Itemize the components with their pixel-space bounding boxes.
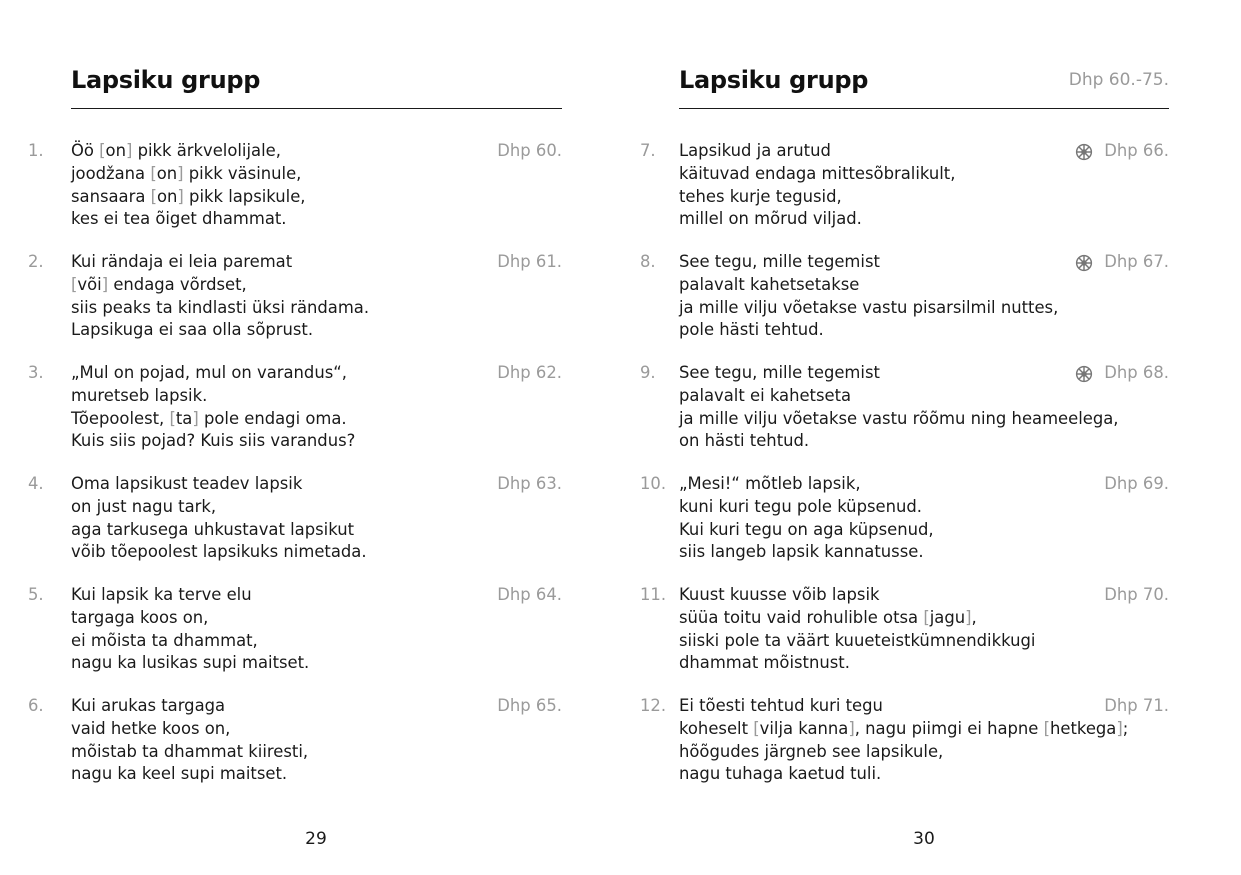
text-segment: hõõgudes järgneb see lapsikule,	[679, 741, 944, 761]
verse-line	[71, 208, 306, 231]
text-segment: See tegu, mille tegemist	[679, 363, 880, 382]
verse-number: 12.	[640, 696, 667, 715]
text-segment: muretseb lapsik.	[71, 385, 208, 405]
verse-range: Dhp 60.-75.	[1068, 70, 1169, 90]
bracket: ]	[965, 607, 972, 627]
verse-line	[679, 362, 1119, 385]
text-segment: vaid hetke koos on,	[71, 718, 231, 738]
verse-reference: Dhp 65.	[497, 696, 562, 715]
text-segment: võib tõepoolest lapsikuks nimetada.	[71, 542, 367, 562]
verse-number: 3.	[28, 363, 44, 382]
text-segment: koheselt	[679, 718, 754, 738]
text-segment: „Mesi!“ mõtleb lapsik,	[679, 474, 861, 493]
page-header	[71, 64, 562, 109]
verse-text	[679, 251, 1058, 342]
verse-line	[679, 274, 1058, 297]
left-page	[0, 0, 620, 875]
verse-line	[679, 319, 1058, 342]
text-segment: See tegu, mille tegemist	[679, 252, 880, 271]
bracket: ]	[848, 718, 855, 738]
verse-line	[679, 630, 1035, 653]
verse-text	[679, 140, 955, 231]
page-number: 30	[913, 829, 935, 849]
bracket: ]	[125, 141, 133, 160]
verse-line	[71, 430, 355, 453]
verse-text	[679, 695, 1128, 786]
verse-number: 2.	[28, 252, 44, 271]
verse-line	[679, 741, 1128, 764]
text-segment: ;	[1122, 718, 1129, 738]
verse-reference: Dhp 66.	[1104, 141, 1169, 160]
text-segment: Lapsikud ja arutud	[679, 141, 831, 160]
verse-reference: Dhp 70.	[1104, 585, 1169, 604]
text-segment: Kui kuri tegu on aga küpsenud,	[679, 519, 934, 539]
verse-number: 11.	[640, 585, 667, 604]
text-segment: süüa toitu vaid rohulible otsa	[679, 607, 924, 627]
verse-text	[71, 140, 306, 231]
dhamma-wheel-icon	[1075, 254, 1093, 272]
text-segment: pole hästi tehtud.	[679, 320, 824, 340]
verse-line	[679, 763, 1128, 786]
bracket: [	[753, 718, 760, 738]
verse-line	[71, 163, 306, 186]
verse-line	[71, 473, 367, 496]
bracket: [	[150, 163, 157, 183]
verse-line	[71, 362, 355, 385]
text-segment: käituvad endaga mittesõbralikult,	[679, 163, 956, 183]
verse-reference: Dhp 69.	[1104, 474, 1169, 493]
text-segment: on	[157, 186, 178, 206]
verse-line	[71, 251, 369, 274]
verse-reference: Dhp 68.	[1104, 363, 1169, 382]
text-segment: Lapsikuga ei saa olla sõprust.	[71, 320, 314, 340]
verse-reference: Dhp 67.	[1104, 252, 1169, 271]
text-segment: ja mille vilju võetakse vastu rõõmu ning heameelega,	[679, 408, 1119, 428]
verse-line	[679, 208, 955, 231]
verse-text	[71, 473, 367, 564]
text-segment: Öö	[71, 141, 100, 160]
verse-line	[71, 630, 309, 653]
verse-text	[679, 473, 934, 564]
bracket: ]	[101, 274, 109, 294]
text-segment: Ei tõesti tehtud kuri tegu	[679, 696, 883, 715]
text-segment: Kui lapsik ka terve elu	[71, 585, 252, 604]
text-segment: targaga koos on,	[71, 607, 209, 627]
verse-reference: Dhp 60.	[497, 141, 562, 160]
text-segment: vilja kanna	[759, 718, 849, 738]
verse-number: 9.	[640, 363, 656, 382]
dhamma-wheel-icon	[1075, 365, 1093, 383]
text-segment: pikk ärkvelolijale,	[132, 141, 281, 160]
page-header	[679, 64, 1169, 109]
text-segment: või	[77, 274, 102, 294]
verse-text	[71, 362, 355, 453]
page-number: 29	[305, 829, 327, 849]
text-segment: nagu tuhaga kaetud tuli.	[679, 764, 882, 784]
text-segment: mõistab ta dhammat kiiresti,	[71, 741, 309, 761]
text-segment: ,	[971, 607, 977, 627]
verse-line	[679, 584, 1035, 607]
bracket: [	[99, 141, 106, 160]
text-segment: Tõepoolest,	[71, 408, 170, 428]
bracket: [	[150, 186, 157, 206]
verse-reference: Dhp 64.	[497, 585, 562, 604]
verse-line	[679, 718, 1128, 741]
verse-line	[71, 186, 306, 209]
bracket: [	[923, 607, 930, 627]
text-segment: kuni kuri tegu pole küpsenud.	[679, 496, 922, 516]
verse-text	[71, 695, 308, 786]
text-segment: ei mõista ta dhammat,	[71, 630, 258, 650]
verse-line	[71, 408, 355, 431]
text-segment: sansaara	[71, 186, 151, 206]
verse-line	[679, 473, 934, 496]
verse-line	[71, 763, 308, 786]
verse-line	[71, 607, 309, 630]
verse-line	[71, 541, 367, 564]
text-segment: kes ei tea õiget dhammat.	[71, 209, 287, 229]
text-segment: on just nagu tark,	[71, 496, 217, 516]
verse-number: 10.	[640, 474, 667, 493]
text-segment: palavalt kahetsetakse	[679, 274, 860, 294]
verse-line	[71, 741, 308, 764]
text-segment: „Mul on pojad, mul on varandus“,	[71, 363, 347, 382]
verse-reference: Dhp 71.	[1104, 696, 1169, 715]
chapter-title: Lapsiku grupp	[679, 66, 869, 94]
verse-line	[679, 607, 1035, 630]
verse-line	[679, 251, 1058, 274]
verse-number: 4.	[28, 474, 44, 493]
verse-number: 8.	[640, 252, 656, 271]
verse-text	[71, 584, 309, 675]
verse-number: 5.	[28, 585, 44, 604]
verse-text	[71, 251, 369, 342]
text-segment: hetkega	[1050, 718, 1117, 738]
verse-line	[679, 519, 934, 542]
verse-reference: Dhp 63.	[497, 474, 562, 493]
verse-line	[71, 297, 369, 320]
text-segment: dhammat mõistnust.	[679, 653, 850, 673]
verse-reference: Dhp 61.	[497, 252, 562, 271]
verse-line	[71, 584, 309, 607]
text-segment: Kuust kuusse võib lapsik	[679, 585, 880, 604]
verse-line	[679, 496, 934, 519]
bracket: ]	[192, 408, 199, 428]
text-segment: endaga võrdset,	[108, 274, 247, 294]
verse-number: 6.	[28, 696, 44, 715]
verse-line	[71, 652, 309, 675]
verse-line	[679, 163, 955, 186]
text-segment: tehes kurje tegusid,	[679, 186, 842, 206]
text-segment: pikk lapsikule,	[183, 186, 306, 206]
text-segment: on	[105, 141, 126, 160]
verse-line	[679, 695, 1128, 718]
verse-line	[679, 430, 1119, 453]
bracket: [	[169, 408, 176, 428]
text-segment: Kui rändaja ei leia paremat	[71, 252, 293, 271]
verse-line	[679, 408, 1119, 431]
text-segment: ta	[175, 408, 193, 428]
verse-text	[679, 362, 1119, 453]
text-segment: nagu ka lusikas supi maitset.	[71, 653, 310, 673]
bracket: [	[71, 274, 78, 294]
text-segment: joodžana	[71, 163, 151, 183]
verse-line	[71, 319, 369, 342]
text-segment: siiski pole ta väärt kuueteistkümnendikkugi	[679, 630, 1036, 650]
text-segment: aga tarkusega uhkustavat lapsikut	[71, 519, 355, 539]
dhamma-wheel-icon	[1075, 143, 1093, 161]
verse-line	[71, 140, 306, 163]
text-segment: Kuis siis pojad? Kuis siis varandus?	[71, 431, 356, 451]
chapter-title: Lapsiku grupp	[71, 66, 261, 94]
bracket: [	[1043, 718, 1051, 738]
text-segment: pole endagi oma.	[198, 408, 347, 428]
verse-line	[679, 140, 955, 163]
text-segment: siis peaks ta kindlasti üksi rändama.	[71, 297, 370, 317]
verse-number: 7.	[640, 141, 656, 160]
verse-reference: Dhp 62.	[497, 363, 562, 382]
verse-line	[71, 274, 369, 297]
text-segment: Kui arukas targaga	[71, 696, 226, 715]
verse-line	[71, 385, 355, 408]
text-segment: nagu ka keel supi maitset.	[71, 764, 288, 784]
bracket: ]	[1116, 718, 1123, 738]
bracket: ]	[177, 163, 184, 183]
text-segment: on hästi tehtud.	[679, 431, 810, 451]
text-segment: Oma lapsikust teadev lapsik	[71, 474, 303, 493]
verse-line	[679, 385, 1119, 408]
verse-line	[71, 718, 308, 741]
verse-line	[679, 541, 934, 564]
verse-line	[679, 297, 1058, 320]
right-page	[620, 0, 1241, 875]
verse-line	[71, 496, 367, 519]
verse-line	[679, 186, 955, 209]
text-segment: millel on mõrud viljad.	[679, 209, 862, 229]
verse-line	[71, 695, 308, 718]
verse-line	[679, 652, 1035, 675]
text-segment: jagu	[929, 607, 966, 627]
text-segment: on	[156, 163, 178, 183]
bracket: ]	[177, 186, 184, 206]
text-segment: palavalt ei kahetseta	[679, 385, 852, 405]
verse-line	[71, 519, 367, 542]
verse-text	[679, 584, 1035, 675]
text-segment: , nagu piimgi ei hapne	[854, 718, 1044, 738]
text-segment: siis langeb lapsik kannatusse.	[679, 542, 924, 562]
text-segment: ja mille vilju võetakse vastu pisarsilmil nuttes,	[679, 297, 1059, 317]
text-segment: pikk väsinule,	[183, 163, 302, 183]
verse-number: 1.	[28, 141, 44, 160]
